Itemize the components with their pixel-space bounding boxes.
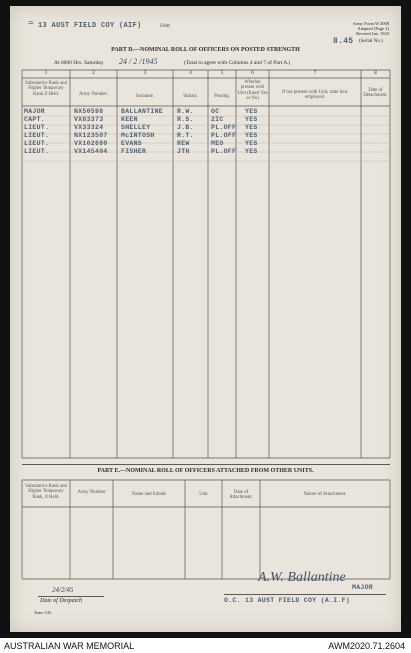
row-initials: R.W. [177, 108, 194, 115]
row-army-number: NX123507 [74, 132, 108, 139]
row-posting: MEO [211, 140, 224, 147]
part-d-title: PART D.—NOMINAL ROLL OF OFFICERS ON POSTED STRENGTH [111, 47, 300, 53]
row-surname: McINTOSH [121, 132, 155, 139]
col-number: 8 [374, 71, 377, 76]
col-number: 2 [92, 71, 95, 76]
form-ref-line: Revised Jan. 1943 [356, 31, 389, 36]
form-ref-line: Army Form W.3008 [352, 21, 389, 26]
row-posting: PL.OFF [211, 124, 237, 131]
row-rank: LIEUT. [24, 140, 50, 147]
row-initials: REW [177, 140, 190, 147]
form-code: Trans-1/45 [34, 610, 52, 615]
e-col-header-nature: Nature of Attachment. [303, 492, 347, 497]
row-posting: PL.OFF [211, 148, 237, 155]
archive-footer [0, 638, 411, 653]
unit-margin-mark: = [28, 18, 34, 29]
e-col-header-attach-date: Date of Attachment. [229, 490, 253, 501]
serial-label: (Serial No.) [359, 39, 383, 44]
unit-label: Unit [160, 23, 170, 29]
unit-name: 13 AUST FIELD COY (AIF) [38, 22, 142, 30]
col-number: 1 [44, 71, 48, 76]
col-header-present: Whether present with Unit (Insert Yes or No) [237, 80, 268, 102]
part-d-date: 24 / 2 /1945 [119, 57, 158, 66]
col-header-rank: Substantive Rank and Higher Temporary Rank if Held. [25, 81, 67, 97]
row-posting: OC [211, 108, 220, 115]
col-number: 5 [220, 71, 224, 76]
part-d-at-text: At 0600 Hrs. Saturday [54, 60, 104, 66]
row-rank: MAJOR [24, 108, 46, 115]
row-army-number: VX145404 [74, 148, 108, 155]
despatch-date-label: Date of Despatch [40, 598, 82, 604]
row-rank: CAPT. [24, 116, 46, 123]
row-present: YES [245, 148, 258, 155]
col-header-army-number: Army Number. [78, 92, 109, 97]
col-header-employed: If not present with Unit, state how employed. [282, 90, 348, 101]
row-initials: R.S. [177, 116, 194, 123]
officer-line: O.C. 13 AUST FIELD COY (A.I.F) [224, 597, 351, 604]
row-initials: R.T. [177, 132, 194, 139]
col-header-initials: Initials. [183, 94, 198, 99]
row-initials: J.B. [177, 124, 194, 131]
row-present: YES [245, 140, 258, 147]
row-surname: FISHER [121, 148, 147, 155]
signature-rule [224, 594, 386, 595]
row-army-number: VX102690 [74, 140, 108, 147]
despatch-date: 24/2/45 [52, 586, 74, 594]
col-header-posting: Posting. [214, 94, 230, 99]
e-col-header-rank: Substantive Rank and Higher Temporary Rank, if Held. [25, 484, 67, 500]
row-army-number: NX50598 [74, 108, 104, 115]
row-army-number: VX33324 [74, 124, 104, 131]
row-surname: BALLANTINE [121, 108, 164, 115]
col-number: 3 [143, 71, 147, 76]
archive-name: AUSTRALIAN WAR MEMORIAL [4, 641, 135, 651]
signatory-rank: MAJOR [352, 584, 374, 591]
row-surname: SHELLEY [121, 124, 151, 131]
serial-number: 8.45 [333, 37, 354, 46]
part-e-title: PART E.—NOMINAL ROLL OF OFFICERS ATTACHED FROM OTHER UNITS. [97, 468, 314, 474]
col-header-detachment: Date of Detachment. [363, 88, 388, 99]
document-page [10, 6, 401, 632]
row-army-number: VX83373 [74, 116, 104, 123]
row-present: YES [245, 132, 258, 139]
signature: A.W. Ballantine [258, 570, 346, 585]
despatch-date-rule [38, 596, 104, 597]
row-present: YES [245, 124, 258, 131]
e-col-header-unit: Unit [199, 492, 208, 497]
col-number: 7 [313, 71, 317, 76]
col-header-surname: Surname. [135, 94, 155, 99]
row-rank: LIEUT. [24, 132, 50, 139]
row-posting: 2IC [211, 116, 224, 123]
col-number: 6 [251, 71, 254, 76]
row-rank: LIEUT. [24, 148, 50, 155]
archive-id: AWM2020.71.2604 [328, 641, 405, 651]
form-ref-line: Adapted (Page 2) [357, 26, 389, 31]
row-surname: EVANS [121, 140, 143, 147]
row-present: YES [245, 108, 258, 115]
e-col-header-army-number: Army Number [77, 490, 106, 495]
e-col-header-name: Name and Initials [131, 492, 167, 497]
row-initials: JTH [177, 148, 190, 155]
row-surname: KEEN [121, 116, 138, 123]
row-rank: LIEUT. [24, 124, 50, 131]
col-number: 4 [189, 71, 192, 76]
part-d-total-note: (Total to agree with Columns 4 and 7 of Part A.) [184, 60, 291, 66]
row-posting: PL.OFF [211, 132, 237, 139]
part-e-grid [10, 6, 401, 632]
row-present: YES [245, 116, 258, 123]
